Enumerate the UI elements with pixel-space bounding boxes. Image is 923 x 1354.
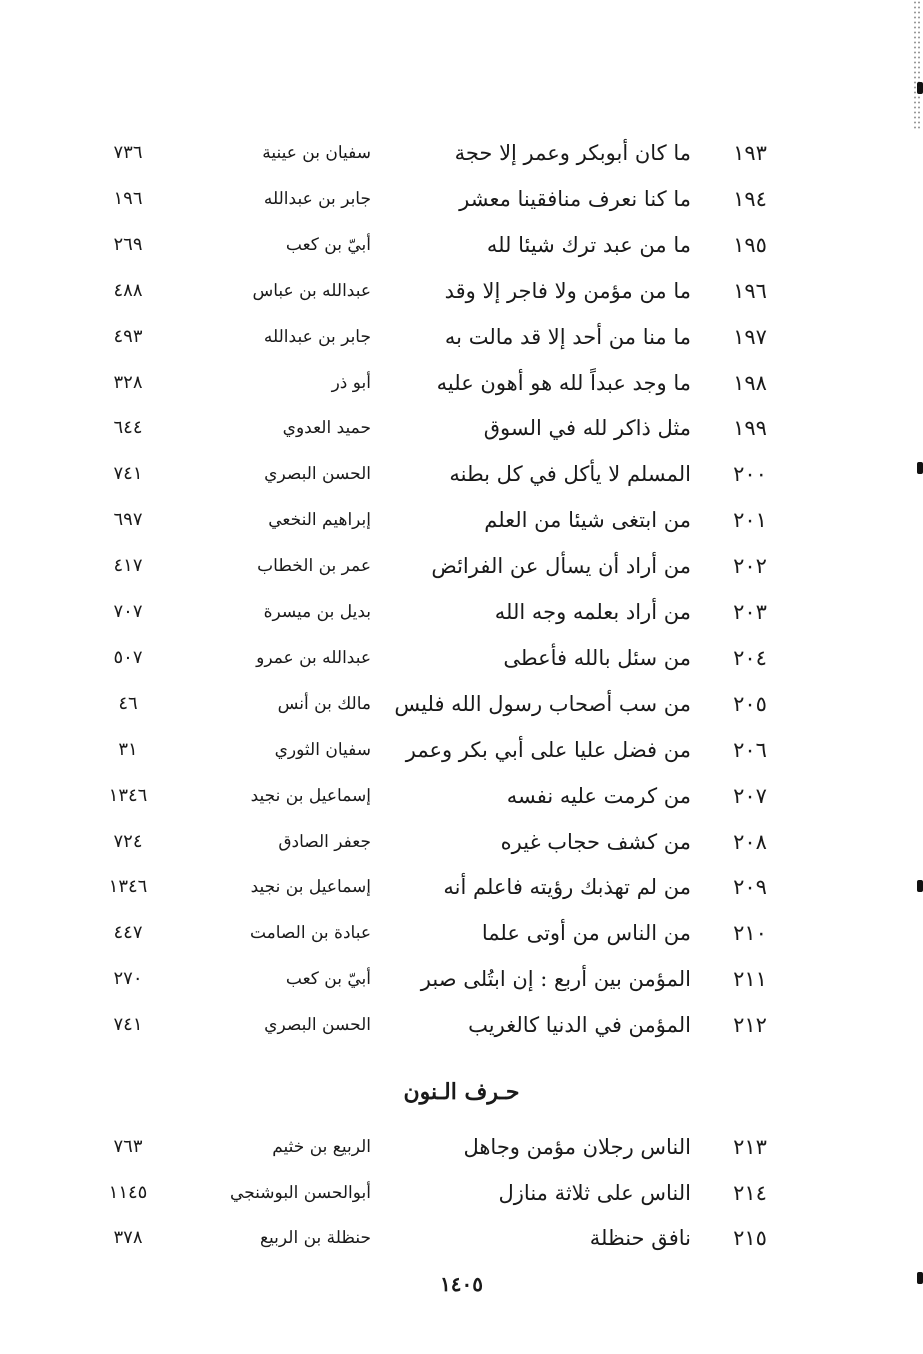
narrator-name: الربيع بن خثيم <box>272 1137 371 1157</box>
index-row <box>0 956 923 1002</box>
entry-number: ١٩٦ <box>733 278 767 303</box>
narrator-name: الحسن البصري <box>264 464 371 485</box>
entry-number: ١٩٧ <box>733 324 767 349</box>
saying-text: مثل ذاكر لله في السوق <box>483 416 691 441</box>
page-number: ١٤٠٥ <box>440 1272 483 1296</box>
index-row <box>0 910 923 956</box>
narrator-name: جابر بن عبدالله <box>263 326 371 347</box>
saying-text: المؤمن في الدنيا كالغريب <box>468 1013 691 1038</box>
entry-number: ٢٠٢ <box>733 554 767 579</box>
entry-number: ٢١٥ <box>733 1226 767 1250</box>
narrator-name: سفيان بن عينية <box>262 143 371 163</box>
index-row <box>0 1215 923 1261</box>
entry-number: ٢٠٧ <box>733 783 767 808</box>
page-reference: ٢٦٩ <box>113 233 143 255</box>
entry-number: ٢٠٩ <box>733 875 767 900</box>
index-row <box>0 176 923 222</box>
narrator-name: أبيّ بن كعب <box>285 234 371 255</box>
narrator-name: إسماعيل بن نجيد <box>250 877 371 898</box>
index-row <box>0 130 923 176</box>
page-reference: ٤٩٣ <box>113 325 143 347</box>
index-row <box>0 360 923 406</box>
narrator-name: سفيان الثوري <box>274 739 371 760</box>
narrator-name: أبيّ بن كعب <box>285 969 371 990</box>
page-reference: ٦٩٧ <box>113 509 143 531</box>
page-reference: ٥٠٧ <box>113 646 143 668</box>
page-reference: ١١٤٥ <box>108 1181 148 1203</box>
page-reference: ٣٧٨ <box>113 1227 143 1248</box>
saying-text: ما منا من أحد إلا قد مالت به <box>444 324 691 349</box>
page-reference: ٦٤٤ <box>113 417 143 439</box>
entry-number: ١٩٩ <box>733 416 767 441</box>
saying-text: من أراد بعلمه وجه الله <box>494 600 691 624</box>
index-row <box>0 405 923 451</box>
entry-number: ٢٠٥ <box>733 691 767 716</box>
index-row <box>0 222 923 268</box>
index-row <box>0 451 923 497</box>
narrator-name: عبدالله بن عمرو <box>256 647 371 668</box>
entry-number: ٢٠٣ <box>733 600 767 624</box>
page-reference: ١٣٤٦ <box>108 784 148 806</box>
index-row <box>0 543 923 589</box>
narrator-name: مالك بن أنس <box>277 693 371 714</box>
saying-text: من ابتغى شيئا من العلم <box>484 508 691 533</box>
index-row <box>0 819 923 865</box>
index-row <box>0 727 923 773</box>
saying-text: من لم تهذبك رؤيته فاعلم أنه <box>443 875 691 900</box>
saying-text: نافق حنظلة <box>589 1226 691 1250</box>
page-reference: ٣٢٨ <box>113 371 143 393</box>
entry-number: ٢٠١ <box>733 508 767 533</box>
page-reference: ٧٠٧ <box>113 601 143 622</box>
page-reference: ٧٢٤ <box>113 830 143 852</box>
page-reference: ١٩٦ <box>113 187 143 209</box>
page-reference: ٢٧٠ <box>113 968 143 990</box>
entry-number: ٢٠٦ <box>733 737 767 762</box>
index-row <box>0 773 923 819</box>
entry-number: ١٩٥ <box>733 232 767 257</box>
page-reference: ٤١٧ <box>113 555 143 577</box>
edge-mark <box>917 82 923 94</box>
entry-number: ١٩٨ <box>733 370 767 395</box>
saying-text: من الناس من أوتى علما <box>481 921 691 946</box>
page-reference: ٧٤١ <box>113 1014 143 1036</box>
entry-number: ٢١٣ <box>733 1135 767 1159</box>
index-row <box>0 635 923 681</box>
narrator-name: أبوالحسن البوشنجي <box>230 1182 371 1203</box>
narrator-name: عبادة بن الصامت <box>249 923 371 944</box>
saying-text: من سئل بالله فأعطى <box>503 645 691 670</box>
narrator-name: عمر بن الخطاب <box>257 556 371 577</box>
index-row <box>0 864 923 910</box>
narrator-name: الحسن البصري <box>264 1015 371 1036</box>
saying-text: من فضل عليا على أبي بكر وعمر <box>405 737 691 762</box>
page-reference: ٤٨٨ <box>113 279 143 301</box>
narrator-name: جابر بن عبدالله <box>263 188 371 209</box>
page-reference: ٧٦٣ <box>113 1136 143 1157</box>
saying-text: من أراد أن يسأل عن الفرائض <box>431 554 691 579</box>
entry-number: ٢١١ <box>733 967 767 992</box>
page-reference: ١٣٤٦ <box>108 876 148 898</box>
saying-text: من كرمت عليه نفسه <box>506 783 691 808</box>
entry-number: ٢٠٠ <box>733 462 767 487</box>
index-row <box>0 1124 923 1170</box>
saying-text: من سب أصحاب رسول الله فليس <box>394 691 691 716</box>
index-row <box>0 268 923 314</box>
section-title: حـرف الـنون <box>403 1079 520 1105</box>
narrator-name: عبدالله بن عباس <box>252 280 371 301</box>
page-reference: ٧٣٦ <box>113 142 143 163</box>
saying-text: ما من عبد ترك شيئا لله <box>486 232 691 257</box>
saying-text: الناس على ثلاثة منازل <box>498 1180 691 1205</box>
index-row <box>0 314 923 360</box>
narrator-name: حميد العدوي <box>282 418 371 439</box>
saying-text: ما كان أبوبكر وعمر إلا حجة <box>454 141 691 165</box>
narrator-name: إبراهيم النخعي <box>268 510 371 531</box>
page-reference: ٣١ <box>118 738 138 760</box>
narrator-name: بديل بن ميسرة <box>263 602 371 622</box>
entry-number: ١٩٤ <box>733 186 767 211</box>
narrator-name: أبو ذر <box>331 372 371 393</box>
saying-text: المؤمن بين أربع : إن ابتُلى صبر <box>420 967 691 992</box>
index-row <box>0 497 923 543</box>
index-row <box>0 681 923 727</box>
saying-text: ما من مؤمن ولا فاجر إلا وقد <box>444 278 691 303</box>
page-reference: ٧٤١ <box>113 463 143 485</box>
index-row <box>0 1170 923 1216</box>
saying-text: الناس رجلان مؤمن وجاهل <box>463 1135 691 1159</box>
entry-number: ٢٠٨ <box>733 829 767 854</box>
saying-text: المسلم لا يأكل في كل بطنه <box>449 462 691 487</box>
page-reference: ٤٤٧ <box>113 922 143 944</box>
entry-number: ١٩٣ <box>733 141 767 165</box>
saying-text: ما وجد عبداً لله هو أهون عليه <box>436 370 691 395</box>
entry-number: ٢١٠ <box>733 921 767 946</box>
index-row <box>0 1002 923 1048</box>
page-reference: ٤٦ <box>118 692 138 714</box>
saying-text: ما كنا نعرف منافقينا معشر <box>459 186 691 211</box>
narrator-name: حنظلة بن الربيع <box>260 1228 371 1248</box>
narrator-name: إسماعيل بن نجيد <box>250 785 371 806</box>
page-edge-texture <box>913 0 921 130</box>
entry-number: ٢٠٤ <box>733 645 767 670</box>
entry-number: ٢١٤ <box>733 1180 767 1205</box>
entry-number: ٢١٢ <box>733 1013 767 1038</box>
narrator-name: جعفر الصادق <box>278 831 371 852</box>
index-row <box>0 589 923 635</box>
saying-text: من كشف حجاب غيره <box>500 829 691 854</box>
